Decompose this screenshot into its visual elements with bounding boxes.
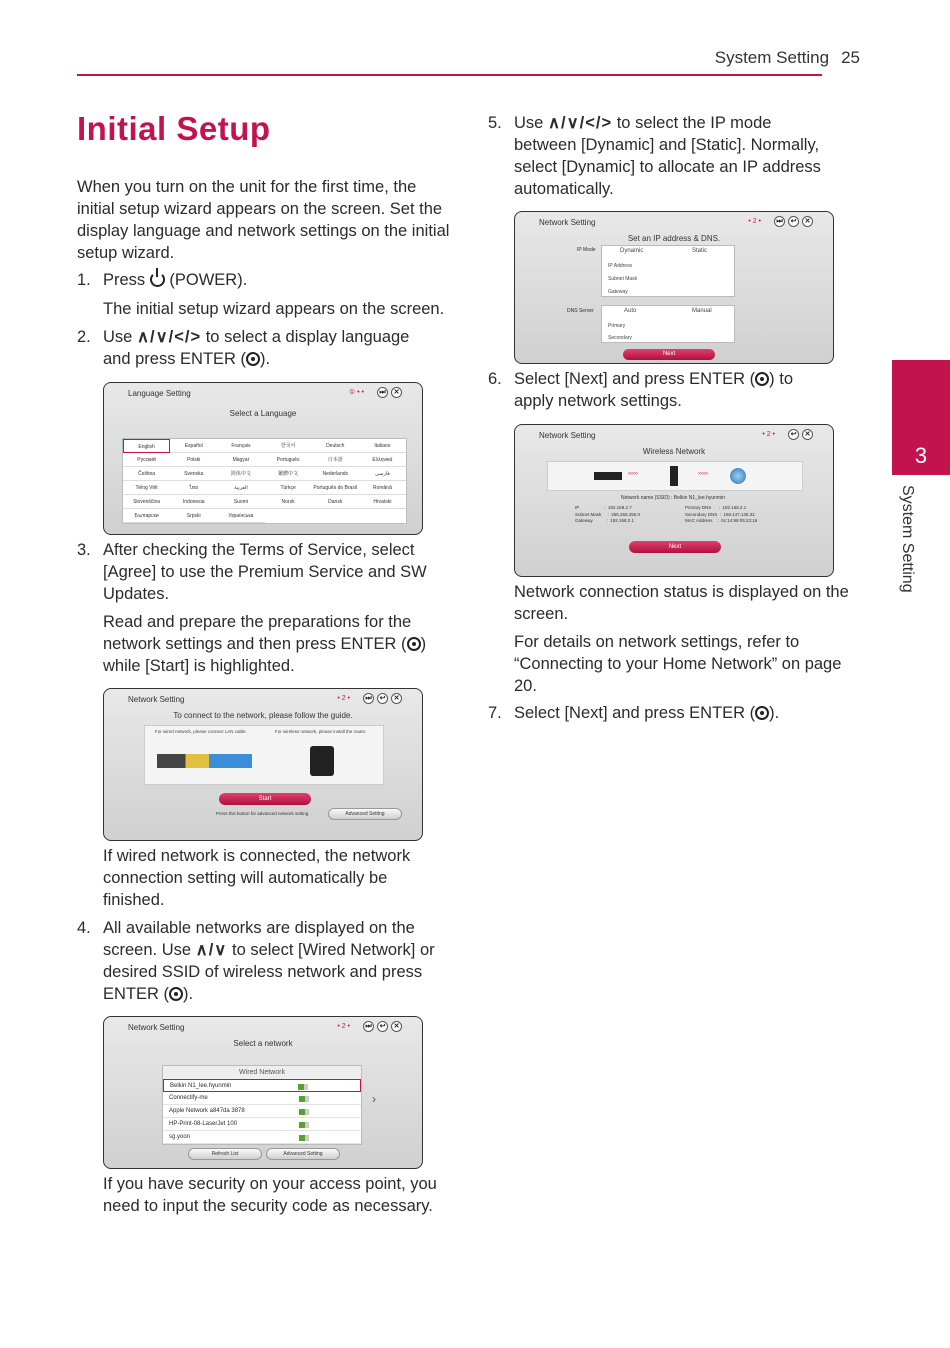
step-4-note: If you have security on your access point, you need to input the security code as necessary. xyxy=(103,1175,437,1215)
language-option[interactable]: Ελληνικά xyxy=(359,453,406,467)
network-item[interactable] xyxy=(163,1092,361,1105)
advanced-hint: Press this button for advanced network setting. xyxy=(216,811,310,816)
wired-guide: For wired network, please connect LAN cable. xyxy=(155,729,247,734)
wifi-signal-icon xyxy=(298,1084,308,1090)
network-list xyxy=(162,1065,362,1145)
skip-icon: ⏭ xyxy=(377,387,388,398)
enter-icon xyxy=(246,352,260,366)
step-1-note: The initial setup wizard appears on the screen. xyxy=(103,300,445,318)
step-3-text: After checking the Terms of Service, select [Agree] to use the Premium Service and SW Updates. xyxy=(103,541,427,603)
close-icon: ✕ xyxy=(802,429,813,440)
network-status-screen xyxy=(514,424,834,577)
language-option[interactable]: العربية xyxy=(217,481,264,495)
screen-title: Network Setting xyxy=(539,218,596,227)
language-option[interactable]: Deutsch xyxy=(312,439,359,453)
wifi-signal-icon xyxy=(299,1135,309,1141)
language-option[interactable]: Suomi xyxy=(217,495,264,509)
step-3-note2: If wired network is connected, the network connection setting will automatically be finished. xyxy=(103,847,411,909)
step-2-line2-end: ). xyxy=(260,350,271,368)
step-4-text xyxy=(103,917,443,1005)
header-section: System Setting xyxy=(714,48,830,67)
arrow-keys-icon: ∧/∨ xyxy=(195,941,228,959)
language-option[interactable]: 简体中文 xyxy=(217,467,264,481)
network-name: Belkin N1_lee.hyunmin xyxy=(170,1083,232,1089)
screen-heading: Set an IP address & DNS. xyxy=(627,234,721,243)
signal-icon: ››››› xyxy=(698,471,708,477)
step-2-text xyxy=(103,326,453,370)
status-left: IP : 192.168.2.7 Subnet Mask : 255.255.255.0 Gateway : 192.168.2.1 xyxy=(575,505,641,523)
screen-controls xyxy=(337,692,402,704)
start-button[interactable]: Start xyxy=(219,793,311,805)
wireless-guide: For wireless network, please install the router. xyxy=(275,729,367,734)
step-5-number: 5. xyxy=(488,114,502,132)
network-item[interactable] xyxy=(163,1079,361,1092)
gateway-label: Gateway xyxy=(608,289,628,295)
step-6-note1: Network connection status is displayed on the screen. xyxy=(514,583,849,623)
step-4-a: All available networks are displayed on the screen. Use xyxy=(103,919,415,959)
screen-title: Network Setting xyxy=(128,695,185,704)
manual-option[interactable]: Manual xyxy=(692,308,712,314)
wifi-signal-icon xyxy=(299,1122,309,1128)
enter-icon xyxy=(755,372,769,386)
wifi-signal-icon xyxy=(299,1109,309,1115)
static-option[interactable]: Static xyxy=(692,248,708,254)
language-option[interactable]: Română xyxy=(359,481,406,495)
back-icon: ↩ xyxy=(377,693,388,704)
language-option[interactable]: Français xyxy=(217,439,264,453)
step-4-number: 4. xyxy=(77,919,91,937)
screen-title: Network Setting xyxy=(539,431,596,440)
language-option[interactable]: Русский xyxy=(123,453,170,467)
language-option[interactable]: Tiếng Việt xyxy=(123,481,170,495)
step-6-a: Select [Next] and press ENTER ( xyxy=(514,370,756,388)
step-7-text xyxy=(514,702,834,724)
advanced-setting-button[interactable]: Advanced Setting xyxy=(266,1148,340,1160)
language-option[interactable]: 繁體中文 xyxy=(265,467,312,481)
step-7-b: ). xyxy=(769,704,780,722)
step-1-text xyxy=(103,269,247,291)
subnet-label: Subnet Mask xyxy=(608,276,638,282)
language-option[interactable]: Türkçe xyxy=(265,481,312,495)
close-icon: ✕ xyxy=(391,1021,402,1032)
step-1-post: (POWER). xyxy=(169,271,248,289)
language-option[interactable]: فارسی xyxy=(359,467,406,481)
language-option[interactable]: Polski xyxy=(170,453,217,467)
language-option[interactable]: 한국어 xyxy=(265,439,312,453)
wifi-signal-icon xyxy=(299,1096,309,1102)
dynamic-option[interactable]: Dynamic xyxy=(620,248,644,254)
screen-heading: Select a network xyxy=(233,1039,293,1048)
language-setting-screen xyxy=(103,382,423,535)
dns-server-label: DNS Server xyxy=(567,308,594,314)
language-option[interactable]: Italiano xyxy=(359,439,406,453)
step-2-line2: and press ENTER ( xyxy=(103,350,247,368)
language-option[interactable]: Български xyxy=(123,509,170,523)
step-7-a: Select [Next] and press ENTER ( xyxy=(514,704,756,722)
network-name: Apple Network a847da 3878 xyxy=(169,1108,245,1114)
arrow-keys-icon: ∧/∨/</> xyxy=(547,114,613,132)
enter-icon xyxy=(755,706,769,720)
skip-icon: ⏭ xyxy=(774,216,785,227)
network-item[interactable] xyxy=(163,1131,361,1144)
step-7-number: 7. xyxy=(488,704,502,722)
close-icon: ✕ xyxy=(391,693,402,704)
back-icon: ↩ xyxy=(788,216,799,227)
step-6-b: ) to apply network settings. xyxy=(514,370,794,410)
page-number: 25 xyxy=(841,48,860,67)
next-button[interactable]: Next xyxy=(623,349,715,360)
screen-heading: Wireless Network xyxy=(642,447,706,456)
chevron-right-icon[interactable]: › xyxy=(372,1092,376,1106)
chapter-label: System Setting xyxy=(899,485,916,593)
language-option[interactable]: Português do Brasil xyxy=(312,481,359,495)
step-6-note2: For details on network settings, refer to “Connecting to your Home Network” on page 20. xyxy=(514,633,842,695)
next-button[interactable]: Next xyxy=(629,541,721,553)
language-option[interactable]: Dansk xyxy=(312,495,359,509)
language-grid xyxy=(122,438,407,524)
step-2-number: 2. xyxy=(77,328,91,346)
ip-mode-label: IP Mode xyxy=(577,247,596,253)
step-4-c: ). xyxy=(183,985,194,1003)
enter-icon xyxy=(407,637,421,651)
step-6-text xyxy=(514,368,834,412)
close-icon: ✕ xyxy=(802,216,813,227)
step-dots: • 2 • xyxy=(337,1023,350,1030)
arrow-keys-icon: ∧/∨/</> xyxy=(136,328,202,346)
refresh-list-button[interactable]: Refresh List xyxy=(188,1148,262,1160)
screen-heading: Select a Language xyxy=(229,409,297,418)
screen-title: Network Setting xyxy=(128,1023,185,1032)
advanced-setting-button[interactable]: Advanced Setting xyxy=(328,808,402,820)
header-rule xyxy=(77,74,822,76)
language-option[interactable]: ไทย xyxy=(170,481,217,495)
status-right: Primary DNS : 192.168.2.1 Secondary DNS : 156.147.135.32 MAC Address : 0c:14:99:05:23:16 xyxy=(685,505,758,523)
language-option[interactable]: Nederlands xyxy=(312,467,359,481)
step-5-post: to select the IP mode between [Dynamic] and [Static]. Normally, select [Dynamic] to allocate an IP address automatically. xyxy=(514,114,821,198)
language-option[interactable]: Srpski xyxy=(170,509,217,523)
language-option[interactable]: English xyxy=(123,439,170,453)
screen-controls xyxy=(762,428,813,440)
screen-heading: To connect to the network, please follow the guide. xyxy=(173,711,353,720)
step-dots: ① • • xyxy=(348,389,364,396)
step-dots: • 2 • xyxy=(748,218,761,225)
running-header xyxy=(715,48,860,68)
step-5-pre: Use xyxy=(514,114,544,132)
connection-diagram xyxy=(547,461,803,491)
network-item[interactable] xyxy=(163,1105,361,1118)
step-3-note1-a: Read and prepare the preparations for the network settings and then press ENTER ( xyxy=(103,613,412,653)
chapter-number: 3 xyxy=(914,443,928,468)
primary-label: Primary xyxy=(608,323,626,329)
step-1-pre: Press xyxy=(103,271,146,289)
close-icon: ✕ xyxy=(391,387,402,398)
chapter-tab xyxy=(892,360,950,475)
step-dots: • 2 • xyxy=(762,431,775,438)
step-2-post: to select a display language xyxy=(205,328,410,346)
auto-option[interactable]: Auto xyxy=(624,308,637,314)
back-icon: ↩ xyxy=(377,1021,388,1032)
back-icon: ↩ xyxy=(788,429,799,440)
step-5-text xyxy=(514,112,834,200)
router-icon xyxy=(670,466,678,486)
signal-icon: ››››› xyxy=(628,471,638,477)
router-icon xyxy=(310,746,334,776)
skip-icon: ⏭ xyxy=(363,693,374,704)
skip-icon: ⏭ xyxy=(363,1021,374,1032)
network-name: Connectify-me xyxy=(169,1095,208,1101)
language-option[interactable]: Slovenščina xyxy=(123,495,170,509)
language-option[interactable]: Hrvatski xyxy=(359,495,406,509)
network-list-screen xyxy=(103,1016,423,1169)
secondary-label: Secondary xyxy=(608,335,632,341)
screen-controls xyxy=(748,215,813,227)
step-3-note1-b: ) while [Start] is highlighted. xyxy=(103,635,427,675)
intro-paragraph: When you turn on the unit for the first time, the initial setup wizard appears on the screen. Set the display language and network settings on the initial setup wizard. xyxy=(77,178,450,262)
screen-title: Language Setting xyxy=(128,389,191,398)
network-name: HP-Print-08-LaserJet 100 xyxy=(169,1121,238,1127)
power-icon xyxy=(150,272,165,287)
step-4-b: to select [Wired Network] or desired SSID of wireless network and press ENTER ( xyxy=(103,941,435,1003)
network-item[interactable] xyxy=(163,1118,361,1131)
language-option[interactable]: Português xyxy=(265,453,312,467)
step-6-number: 6. xyxy=(488,370,502,388)
step-3-number: 3. xyxy=(77,541,91,559)
language-option[interactable]: Čeština xyxy=(123,467,170,481)
language-option[interactable]: Indonesia xyxy=(170,495,217,509)
enter-icon xyxy=(169,987,183,1001)
network-start-screen xyxy=(103,688,423,841)
step-dots: • 2 • xyxy=(337,695,350,702)
dns-table xyxy=(601,305,735,343)
lan-cable-icon xyxy=(157,754,252,768)
language-option[interactable]: 日本語 xyxy=(312,453,359,467)
language-option[interactable]: Svenska xyxy=(170,467,217,481)
ip-setting-screen xyxy=(514,211,834,364)
page-title: Initial Setup xyxy=(77,110,271,147)
language-option[interactable]: Español xyxy=(170,439,217,453)
ssid-line: Network name (SSID) : Belkin N1_lee.hyunmin xyxy=(621,495,725,501)
guide-panel xyxy=(144,725,384,785)
player-icon xyxy=(594,472,622,480)
step-1-number: 1. xyxy=(77,271,91,289)
step-2-pre: Use xyxy=(103,328,133,346)
ip-table xyxy=(601,245,735,297)
language-option[interactable]: Українська xyxy=(217,509,264,523)
wired-network-item[interactable]: Wired Network xyxy=(163,1066,361,1079)
language-option[interactable]: Magyar xyxy=(217,453,264,467)
step-3-note1 xyxy=(103,611,433,677)
globe-icon xyxy=(730,468,746,484)
network-name: sg.yoon xyxy=(169,1134,191,1140)
language-option[interactable]: Norsk xyxy=(265,495,312,509)
screen-controls xyxy=(337,1020,402,1032)
screen-controls xyxy=(349,386,402,398)
ip-address-label: IP Address xyxy=(608,263,633,269)
